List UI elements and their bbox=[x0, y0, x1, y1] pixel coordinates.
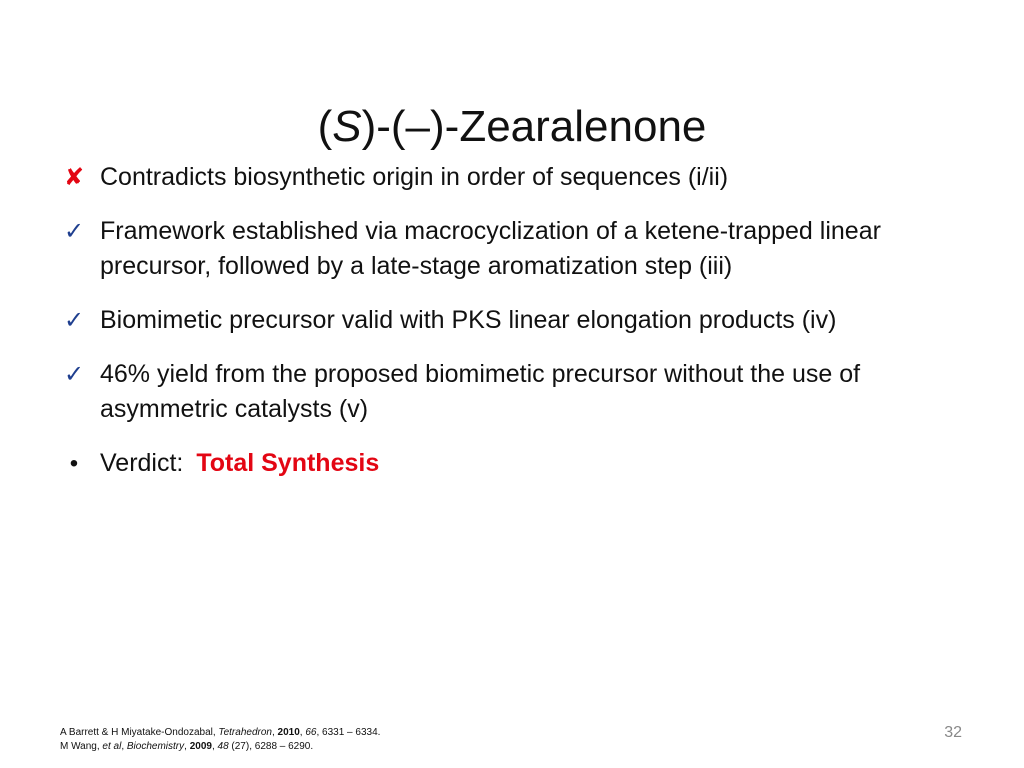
journal-name: Biochemistry bbox=[126, 741, 185, 752]
bullet-text: Contradicts biosynthetic origin in order of sequences (i/ii) bbox=[100, 163, 729, 191]
bullet-text: 46% yield from the proposed biomimetic precursor without the use of asymmetric catalysts (v) bbox=[100, 360, 861, 423]
journal-name: Tetrahedron bbox=[218, 727, 272, 738]
title-compound-name: )-(–)-Zearalenone bbox=[361, 102, 707, 152]
checkmark-icon: ✓ bbox=[63, 361, 85, 388]
page-number: 32 bbox=[944, 724, 962, 741]
bullet-text: Framework established via macrocyclization of a ketene-trapped linear precursor, followed by a late-stage aromatization step (iii) bbox=[100, 217, 881, 280]
verdict-label: Verdict: bbox=[100, 449, 184, 477]
bullet-dot-icon: • bbox=[69, 450, 79, 477]
reference-volume: 48 bbox=[217, 741, 229, 752]
checkmark-icon: ✓ bbox=[63, 218, 85, 245]
title-stereo-descriptor: S bbox=[332, 102, 362, 152]
title-open-paren: ( bbox=[317, 102, 333, 152]
bullet-item-yield bbox=[60, 357, 960, 427]
references bbox=[60, 726, 380, 754]
reference-year: 2009 bbox=[189, 741, 212, 752]
reference-line: M Wang, et al, Biochemistry, 2009, 48 (27), 6288 – 6290. bbox=[60, 741, 314, 752]
reference-year: 2010 bbox=[277, 727, 300, 738]
reference-volume: 66 bbox=[305, 727, 317, 738]
reference-line: A Barrett & H Miyatake-Ondozabal, Tetrahedron, 2010, 66, 6331 – 6334. bbox=[60, 727, 381, 738]
bullet-text: Biomimetic precursor valid with PKS linear elongation products (iv) bbox=[100, 306, 837, 334]
bullet-item-biomimetic bbox=[60, 303, 960, 338]
bullet-item-framework bbox=[60, 214, 960, 284]
bullet-list bbox=[60, 160, 960, 500]
bullet-item-contradicts bbox=[60, 160, 960, 195]
cross-icon: ✘ bbox=[63, 164, 85, 191]
bullet-item-verdict bbox=[60, 446, 960, 481]
slide-title bbox=[0, 101, 1024, 153]
checkmark-icon: ✓ bbox=[63, 307, 85, 334]
verdict-value: Total Synthesis bbox=[196, 449, 380, 477]
